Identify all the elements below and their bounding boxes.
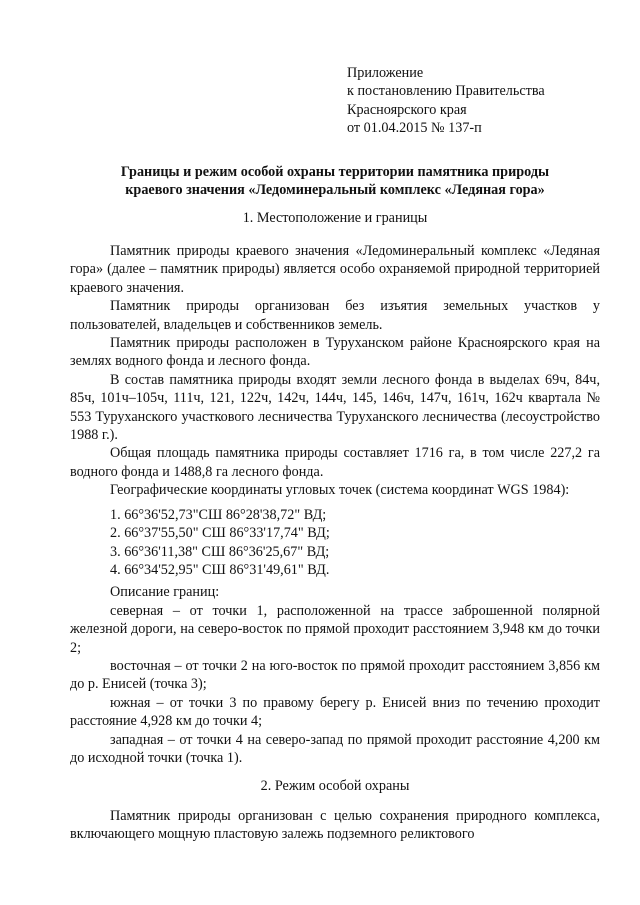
document-title bbox=[70, 163, 600, 200]
coordinate-point: 1. 66°36'52,73"СШ 86°28'38,72" ВД; bbox=[110, 506, 327, 523]
appendix-line-1: Приложение bbox=[347, 65, 424, 81]
coordinate-point: 3. 66°36'11,38" СШ 86°36'25,67" ВД; bbox=[110, 543, 330, 560]
boundary-south: южная – от точки 3 по правому берегу р. Енисей вниз по течению проходит расстояние 4,928 км до точки 4; bbox=[70, 694, 600, 730]
title-line-1: Границы и режим особой охраны территории памятника природы bbox=[120, 164, 550, 180]
coordinates-list bbox=[110, 506, 600, 580]
section-1-body bbox=[70, 242, 600, 767]
boundary-north: северная – от точки 1, расположенной на трассе заброшенной полярной железной дороги, на северо-восток по прямой проходит расстоянием 3,948 км до точки 2; bbox=[70, 602, 600, 656]
section-2-body bbox=[70, 807, 600, 844]
boundary-west: западная – от точки 4 на северо-запад по прямой проходит расстояние 4,200 км до исходной точки (точка 1). bbox=[70, 731, 600, 766]
paragraph-coordinates-intro: Географические координаты угловых точек (система координат WGS 1984): bbox=[110, 482, 570, 499]
title-line-2: краевого значения «Ледоминеральный комплекс «Ледяная гора» bbox=[125, 182, 545, 199]
paragraph-composition: В состав памятника природы входят земли лесного фонда в выделах 69ч, 84ч, 85ч, 101ч–105ч, 111ч, 121, 122ч, 142ч, 144ч, 145, 146ч, 147ч, 161ч, 162ч квартала № 553 Туруханского участкового лесничества Туруханского лесничества (лесоустройство 1988 г.). bbox=[70, 371, 600, 444]
paragraph-area: Общая площадь памятника природы составляет 1716 га, в том числе 227,2 га водного фонда и 1488,8 га лесного фонда. bbox=[70, 445, 600, 480]
paragraph-protection-purpose: Памятник природы организован с целью сохранения природного комплекса, включающего мощную пластовую залежь подземного реликтового bbox=[70, 808, 600, 843]
appendix-line-2: к постановлению Правительства bbox=[347, 83, 545, 100]
appendix-block bbox=[347, 64, 607, 138]
section-1-heading: 1. Местоположение и границы bbox=[242, 210, 428, 226]
appendix-line-4: от 01.04.2015 № 137-п bbox=[347, 120, 482, 137]
paragraph-location: Памятник природы расположен в Туруханском районе Красноярского края на землях водного фонда и лесного фонда. bbox=[70, 335, 600, 370]
boundary-description-heading: Описание границ: bbox=[110, 584, 220, 601]
paragraph-designation: Памятник природы краевого значения «Ледоминеральный комплекс «Ледяная гора» (далее – памятник природы) является особо охраняемой природной территорией краевого значения. bbox=[70, 243, 600, 296]
boundary-east: восточная – от точки 2 на юго-восток по прямой проходит расстоянием 3,856 км до р. Енисей (точка 3); bbox=[70, 657, 600, 693]
coordinate-point: 2. 66°37'55,50" СШ 86°33'17,74" ВД; bbox=[110, 525, 330, 542]
section-2-heading: 2. Режим особой охраны bbox=[260, 778, 410, 794]
paragraph-organization: Памятник природы организован без изъятия земельных участков у пользователей, владельцев и собственников земель. bbox=[70, 298, 600, 333]
coordinate-point: 4. 66°34'52,95" СШ 86°31'49,61" ВД. bbox=[110, 561, 330, 578]
appendix-line-3: Красноярского края bbox=[347, 101, 467, 118]
